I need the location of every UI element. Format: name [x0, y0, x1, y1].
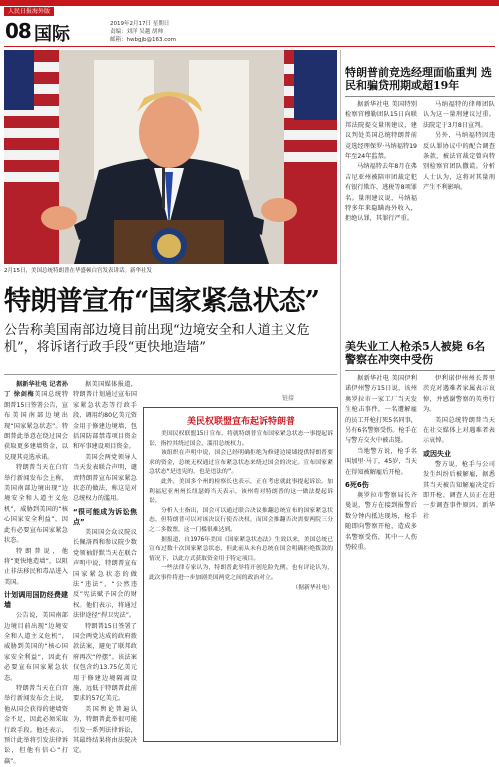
story1-col-2	[423, 100, 495, 335]
main-column-1	[4, 380, 69, 765]
story1-title: 特朗普前竞选经理面临重判 选民和骗贷刑期或超19年	[345, 66, 492, 92]
story2-para-3: 奥罗拉市警察局长齐曼说，警方在接到报警后数分钟内抵达现场，枪手随即向警察开枪，造成多名警察受伤，其中一人伤势较重。	[345, 492, 417, 552]
sidebar-byline: （据新华社电）	[292, 584, 333, 591]
story2-para-6: 警方说，枪手与公司发生纠纷后被解雇，据悉其当天被告知解雇决定后即开枪。调查人员正在进一步调查事件原因。新华社	[423, 460, 495, 520]
sidebar-para-6: 一些法律专家认为，特朗普此举将开创危险先例。也有评论认为，此次事件将进一步加剧美国两党之间的政治对立。	[149, 565, 333, 581]
col1-para-2: 特朗普当天在白宫举行新闻发布会上称，美国南部边境出现“边境安全和人道主义危机”，威胁到美国的“核心国家安全利益”，因此有必要宣布国家紧急状态。	[4, 464, 68, 545]
story2-para-5: 美国总统特朗普当天在社交媒体上对遇难者表示哀悼。	[423, 416, 495, 445]
photo-caption: 2月15日，美国总统特朗普在华盛顿白宫发表讲话。新华社发	[4, 268, 152, 274]
col1-para-1: 美国总统特朗普15日签署公告，宣布美国南部边境出现“国家紧急状态”。特朗普此举意在绕过国会获取更多建墙资金，以兑现其竞选承诺。	[4, 391, 69, 461]
story2-subheading-1: 6死6伤	[345, 481, 369, 490]
story1-para-1: 据新华社电 美国特别检察官穆勒团队15日向联邦法院提交量刑建议，建议判处美国总统特朗普前竞选经理保罗·马纳福特19年至24年监禁。	[345, 101, 417, 161]
sidebar-tag: 链接	[282, 395, 295, 402]
sidebar-text	[149, 430, 333, 736]
story2-title: 美失业工人枪杀5人被毙 6名警察在冲突中受伤	[345, 340, 486, 366]
main-column-2	[73, 380, 137, 755]
issue-email: 邮箱：hwbgjb@163.com	[110, 37, 176, 43]
news-photo	[4, 50, 337, 264]
story1-para-3: 马纳福特的律师团队认为这一量刑建议过重。法院定于3月8日宣判。	[423, 101, 495, 129]
section-name: 国际	[34, 24, 70, 45]
story2-col-2	[423, 374, 495, 744]
story2-rule	[345, 370, 495, 371]
col2-subheading: “很可能成为诉讼焦点”	[73, 507, 137, 526]
story1-para-4: 另外，马纳福特因违反认罪协议中的配合调查条款，被法官裁定曾向特别检察官团队撒谎。分析人士认为，这将对其量刑产生不利影响。	[423, 132, 495, 192]
section-number: 08	[5, 19, 31, 43]
us-flag-right	[284, 50, 337, 264]
col1-para-5: 特朗普当天在白宫举行新闻发布会上说，他从国会获得的建墙资金不足，因此必须采取行政手段。他还表示，预计此举将引发法律诉讼，但他有信心“打赢”。	[4, 684, 68, 765]
brand-label: 人民日报海外版	[4, 7, 54, 16]
header-rule	[4, 46, 495, 47]
issue-info	[110, 20, 176, 44]
sidebar-para-2: 该组织在声明中说，国会已经明确拒绝为修建边境墙提供特朗普要求的资金，总统无权通过宣布紧急状态来绕过国会的决定。宣布国家紧急状态“是违宪的，也是违法的”。	[149, 450, 333, 476]
story1-col-1	[345, 100, 417, 335]
dateline: 据新华社电 记者孙丁 徐剑梅	[4, 381, 68, 399]
sidebar-para-5: 据报道，自1976年美国《国家紧急状态法》生效以来，美国总统已宣布过数十次国家紧急状态，但此前从未有总统在国会明确拒绝拨款的情况下，以此方式获取资金用于特定项目。	[149, 536, 333, 562]
subhead-rule	[4, 374, 337, 375]
story1-para-2: 马纳福特去年8月在弗吉尼亚州被陪审团裁定犯有银行欺诈、逃税等8项罪名。量刑建议说，马纳福特多年来隐瞒海外收入，拒绝认罪，其罪行严重。	[345, 163, 417, 223]
col1-para-3: 特朗普说，他将“更快地造墙”，以阻止非法移民和毒品进入美国。	[4, 547, 68, 586]
story2-col-1	[345, 374, 417, 744]
sidebar-para-1: 美国民权联盟15日宣布，将就特朗普宣布国家紧急状态一事提起诉讼，指控其绕过国会、滥用总统权力。	[149, 431, 333, 447]
col2-para-4: 特朗普15日签署了国会两党达成的政府拨款法案，避免了联邦政府再次“停摆”。该法案仅包含约13.75亿美元用于修建边境隔离设施，远低于特朗普此前要求的57亿美元。	[73, 622, 137, 703]
col1-subheading: 计划调用国防经费建墙	[4, 591, 68, 610]
issue-date: 2019年2月17日 星期日	[110, 21, 170, 27]
column-divider	[340, 50, 341, 745]
main-headline: 特朗普宣布“国家紧急状态”	[4, 286, 320, 317]
issue-editors: 责编：刘洋 吴越 胡帅	[110, 29, 163, 35]
col2-para-1: 据美国媒体报道，特朗普计划通过宣布国家紧急状态等行政手段，调用约80亿美元资金用于修建边境墙，包括国防部禁毒项目资金和军事建设项目资金。	[73, 381, 137, 451]
top-color-bar	[0, 0, 499, 6]
sidebar-para-3: 此外，美国多个州的检察长也表示，正在考虑就此事提起诉讼。加利福尼亚州州长纽瑟姆当天表示，该州将对特朗普的这一做法提起诉讼。	[149, 478, 333, 505]
story2-para-2: 当地警方说，枪手名叫加里·马丁，45岁，当天在得知被解雇后开枪。	[345, 447, 417, 476]
col2-para-2: 美国会两党领导人当天发表联合声明，谴责特朗普宣布国家紧急状态的做法，称这是对总统权力的滥用。	[73, 453, 137, 503]
story2-para-4: 伊利诺伊州州长普里茨克对遇难者家属表示哀悼，并感谢警察的英勇行为。	[423, 375, 495, 414]
sidebar-title: 美民权联盟宣布起诉特朗普	[186, 417, 295, 427]
us-flag-left	[4, 50, 59, 264]
story2-subheading-2: 或因失业	[423, 449, 451, 458]
main-subhead: 公告称美国南部边境目前出现“边境安全和人道主义危机”，将诉诸行政手段“更快地造墙”	[4, 323, 310, 355]
story1-rule	[345, 96, 495, 97]
col2-para-3: 美国国会众议院议长佩洛西和参议院少数党领袖舒默当天在联合声明中说，特朗普宣布国家紧急状态的做法“违法”，“公然违反”宪法赋予国会的财权。他们表示，将通过法律途径“捍卫宪法”。	[73, 528, 137, 620]
col2-para-5: 美国舆论普遍认为，特朗普此举很可能引发一系列法律诉讼，其最终结果将由法院决定。	[73, 705, 137, 755]
col1-para-4: 公告说，美国南部边境目前出现“边境安全和人道主义危机”，威胁到美国的“核心国家安全利益”，因此有必要宣布国家紧急状态。	[4, 612, 68, 682]
sidebar-para-4: 分析人士指出，国会可以通过联合决议推翻总统宣布的国家紧急状态，但特朗普可以对该决议行使否决权，而国会推翻否决需要两院三分之二多数票，这一门槛很难达到。	[149, 507, 333, 533]
photo-illustration	[4, 50, 337, 264]
story2-para-1: 据新华社电 美国伊利诺伊州警方15日说，该州奥罗拉市一家工厂当天发生枪击事件，一名遭解雇的员工开枪打死5名同事，另有6名警察受伤。枪手在与警方交火中被击毙。	[345, 375, 417, 445]
